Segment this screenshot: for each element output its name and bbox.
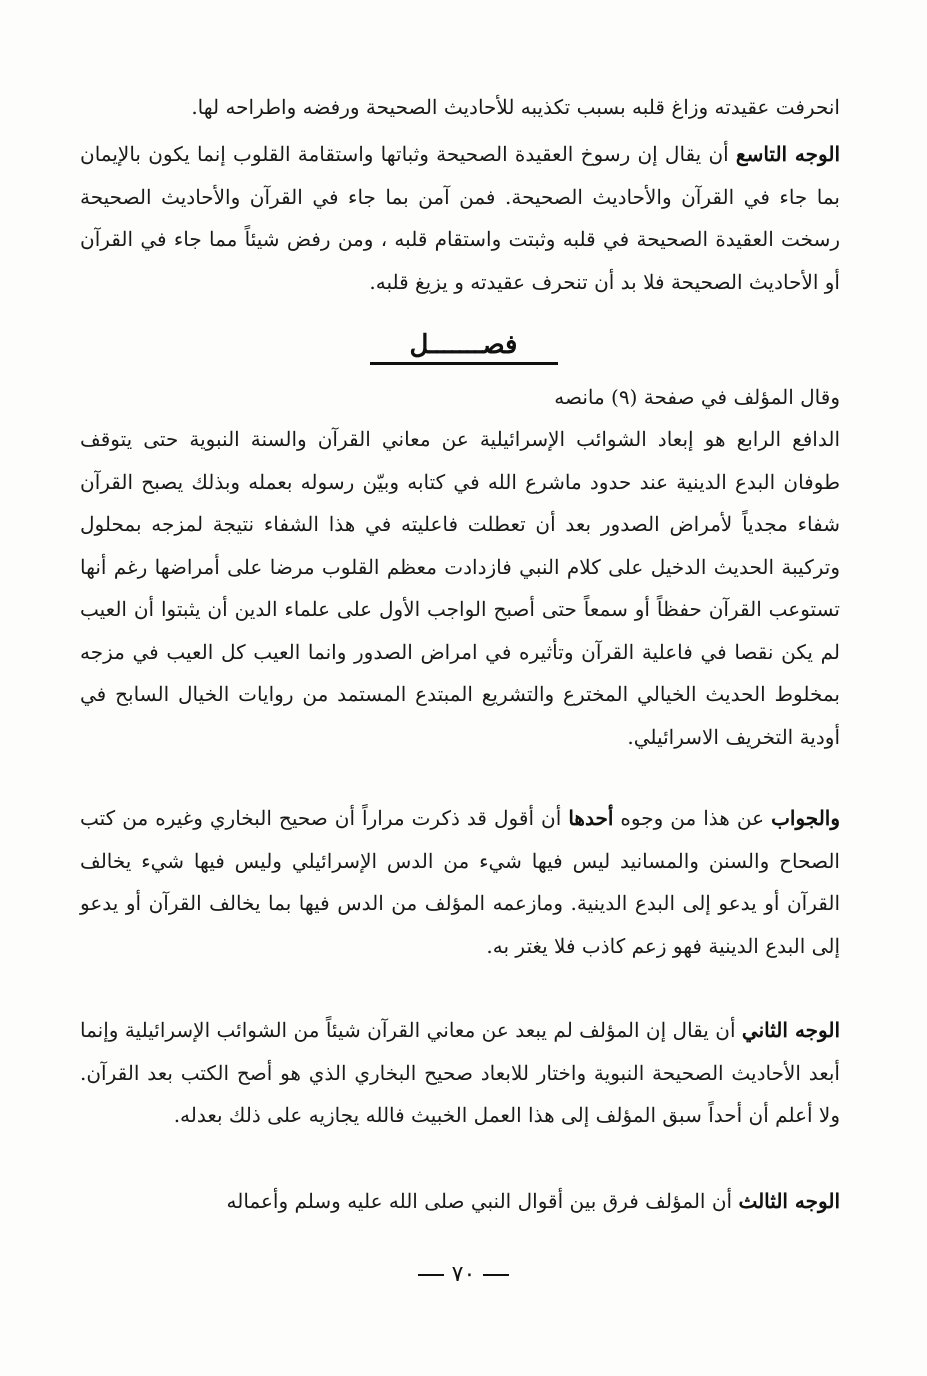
paragraph-text-secondary: أن أقول قد ذكرت مراراً أن صحيح البخاري وغيره من كتب الصحاح والسنن والمسانيد ليس فيها شيء من الدس الإسرائيلي وليس فيها شيء يخالف القرآن أو يدعو إلى البدع الدينية. ومازعمه المؤلف من الدس فيها بما يخالف القرآن أو يدعو إلى البدع الدينية فهو زعم كاذب فلا يغتر به. xyxy=(80,806,840,958)
section-heading-text: فصـــــــل xyxy=(370,330,558,365)
paragraph-text: أن المؤلف فرق بين أقوال النبي صلى الله عليه وسلم وأعماله xyxy=(226,1189,739,1213)
paragraph-text: الدافع الرابع هو إبعاد الشوائب الإسرائيلية عن معاني القرآن والسنة النبوية حتى يتوقف طوفان البدع الدينية عند حدود ماشرع الله في كتابه وبيّن رسوله بعمله وبذلك يصبح القرآن شفاء مجدياً لأمراض الصدور بعد أن تعطلت فاعليته في هذا الشفاء نتيجة لمزجه بمحلول وتركيبة الحديث الدخيل على كلام النبي فازدادت معظم القلوب مرضا على أمراضها رغم أنها تستوعب القرآن حفظاً أو سمعاً حتى أصبح الواجب الأول على علماء الدين أن يثبتوا أن العيب لم يكن نقصا في فاعلية القرآن وتأثيره في امراض الصدور وانما العيب كل العيب في مزجه بمخلوط الحديث الخيالي المخترع والتشريع المبتدع المستمد من روايات الخيال السابح في أودية التخريف الاسرائيلي. xyxy=(80,427,840,749)
paragraph-lead: الوجه الثاني xyxy=(741,1018,841,1042)
page-number-dash-right xyxy=(418,1274,444,1276)
page-number-dash-left xyxy=(483,1274,509,1276)
paragraph-lead-secondary: أحدها xyxy=(568,806,614,830)
page-number-value: ٧٠ xyxy=(451,1262,476,1287)
paragraph-lead: والجواب xyxy=(771,806,840,830)
paragraph-text: عن هذا من وجوه xyxy=(613,806,772,830)
paragraph-text: أن يقال إن المؤلف لم يبعد عن معاني القرآن شيئاً من الشوائب الإسرائيلية وإنما أبعد الأحاديث الصحيحة النبوية واختار للابعاد صحيح البخاري الذي هو أصح الكتب بعد القرآن. ولا أعلم أن أحداً سبق المؤلف إلى هذا العمل الخبيث فالله يجازيه على ذلك بعدله. xyxy=(80,1018,840,1127)
page-number xyxy=(0,1262,927,1287)
paragraph-answer xyxy=(80,797,840,967)
paragraph-text: وقال المؤلف في صفحة (٩) مانصه xyxy=(554,385,840,409)
paragraph-author-quote-intro xyxy=(80,376,840,419)
paragraph-author-quote xyxy=(80,418,840,758)
paragraph-second-aspect xyxy=(80,1009,840,1137)
section-heading xyxy=(0,330,927,365)
paragraph-third-aspect xyxy=(80,1180,840,1223)
paragraph-lead: الوجه الثالث xyxy=(738,1189,840,1213)
paragraph-ninth-aspect xyxy=(80,133,840,303)
paragraph-continuation xyxy=(80,86,840,129)
paragraph-lead: الوجه التاسع xyxy=(735,142,840,166)
paragraph-text: انحرفت عقيدته وزاغ قلبه بسبب تكذيبه للأحاديث الصحيحة ورفضه واطراحه لها. xyxy=(191,95,840,119)
paragraph-text: أن يقال إن رسوخ العقيدة الصحيحة وثباتها واستقامة القلوب إنما يكون بالإيمان بما جاء في القرآن والأحاديث الصحيحة. فمن آمن بما جاء في القرآن والأحاديث الصحيحة رسخت العقيدة الصحيحة في قلبه وثبتت واستقام قلبه ، ومن رفض شيئاً مما جاء في القرآن أو الأحاديث الصحيحة فلا بد أن تنحرف عقيدته و يزيغ قلبه. xyxy=(80,142,840,294)
